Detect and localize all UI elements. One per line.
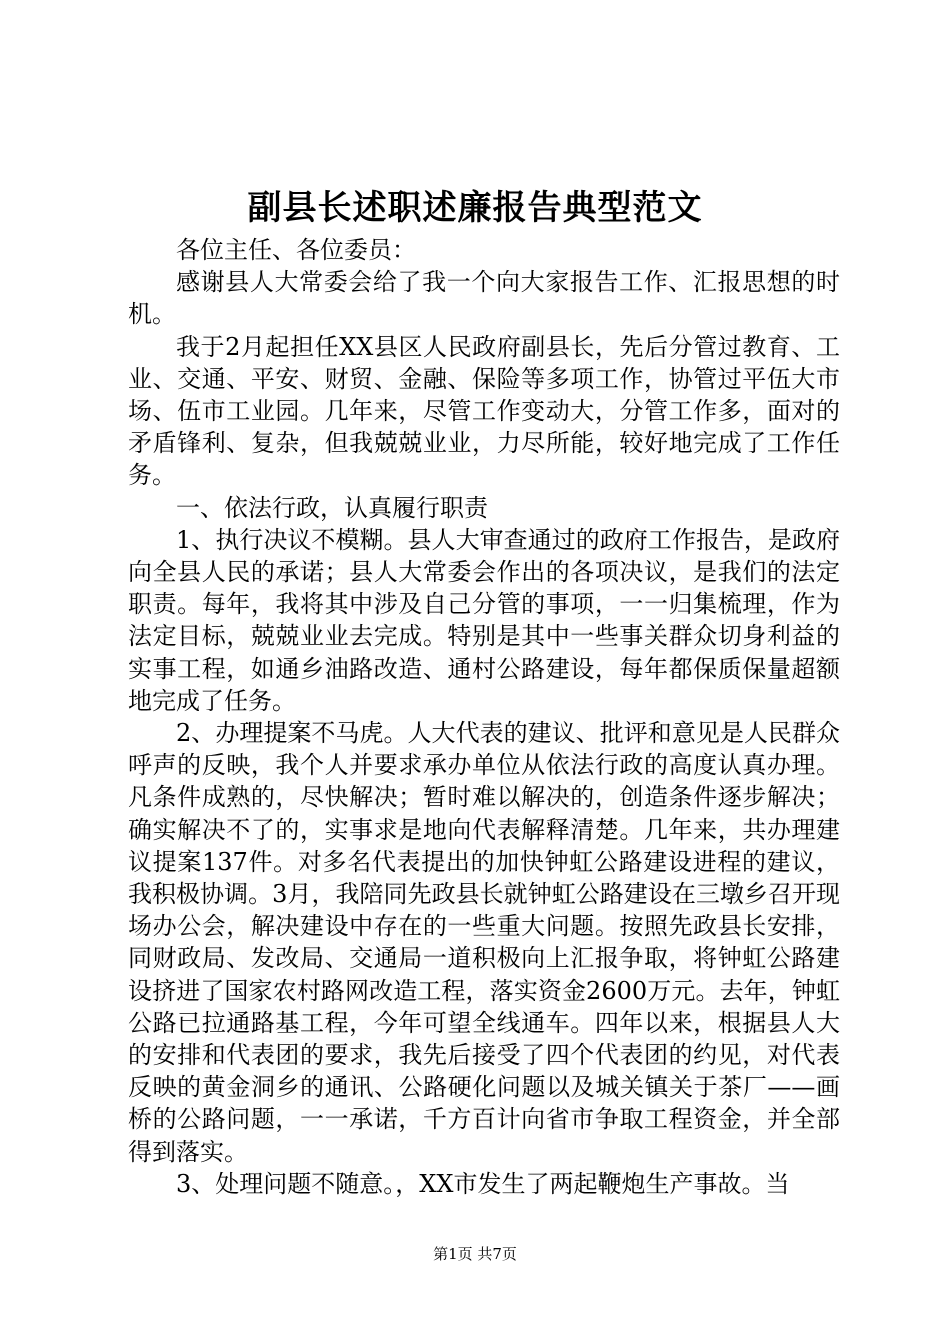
section-heading: 一、依法行政，认真履行职责 [176, 493, 488, 522]
page-number-footer: 第1页 共7页 [433, 1245, 517, 1263]
document-body [128, 234, 840, 1200]
paragraph-item-1: 1、执行决议不模糊。县人大审查通过的政府工作报告，是政府向全县人民的承诺；县人大常委会作出的各项决议，是我们的法定职责。每年，我将其中涉及自己分管的事项，一一归集梳理，作为法定目标，兢兢业业去完成。特别是其中一些事关群众切身利益的实事工程，如通乡油路改造、通村公路建设，每年都保质保量超额地完成了任务。 [128, 525, 840, 715]
document-title: 副县长述职述廉报告典型范文 [247, 188, 703, 228]
paragraph-item-3: 3、处理问题不随意。，XX市发生了两起鞭炮生产事故。当 [176, 1169, 790, 1198]
paragraph-thanks: 感谢县人大常委会给了我一个向大家报告工作、汇报思想的时机。 [128, 268, 840, 329]
paragraph-intro: 我于2月起担任XX县区人民政府副县长，先后分管过教育、工业、交通、平安、财贸、金融、保险等多项工作，协管过平伍大市场、伍市工业园。几年来，尽管工作变动大，分管工作多，面对的矛盾锋利、复杂，但我兢兢业业，力尽所能，较好地完成了工作任务。 [128, 332, 840, 490]
paragraph-item-2: 2、办理提案不马虎。人大代表的建议、批评和意见是人民群众呼声的反映，我个人并要求承办单位从依法行政的高度认真办理。凡条件成熟的，尽快解决；暂时难以解决的，创造条件逐步解决；确实解决不了的，实事求是地向代表解释清楚。几年来，共办理建议提案137件。对多名代表提出的加快钟虹公路建设进程的建议，我积极协调。3月，我陪同先政县长就钟虹公路建设在三墩乡召开现场办公会，解决建设中存在的一些重大问题。按照先政县长安排，同财政局、发改局、交通局一道积极向上汇报争取，将钟虹公路建设挤进了国家农村路网改造工程，落实资金2600万元。去年，钟虹公路已拉通路基工程，今年可望全线通车。四年以来，根据县人大的安排和代表团的要求，我先后接受了四个代表团的约见，对代表反映的黄金洞乡的通讯、公路硬化问题以及城关镇关于茶厂——画桥的公路问题，一一承诺，千方百计向省市争取工程资金，并全部得到落实。 [128, 719, 840, 1166]
paragraph-salutation: 各位主任、各位委员： [176, 236, 416, 264]
